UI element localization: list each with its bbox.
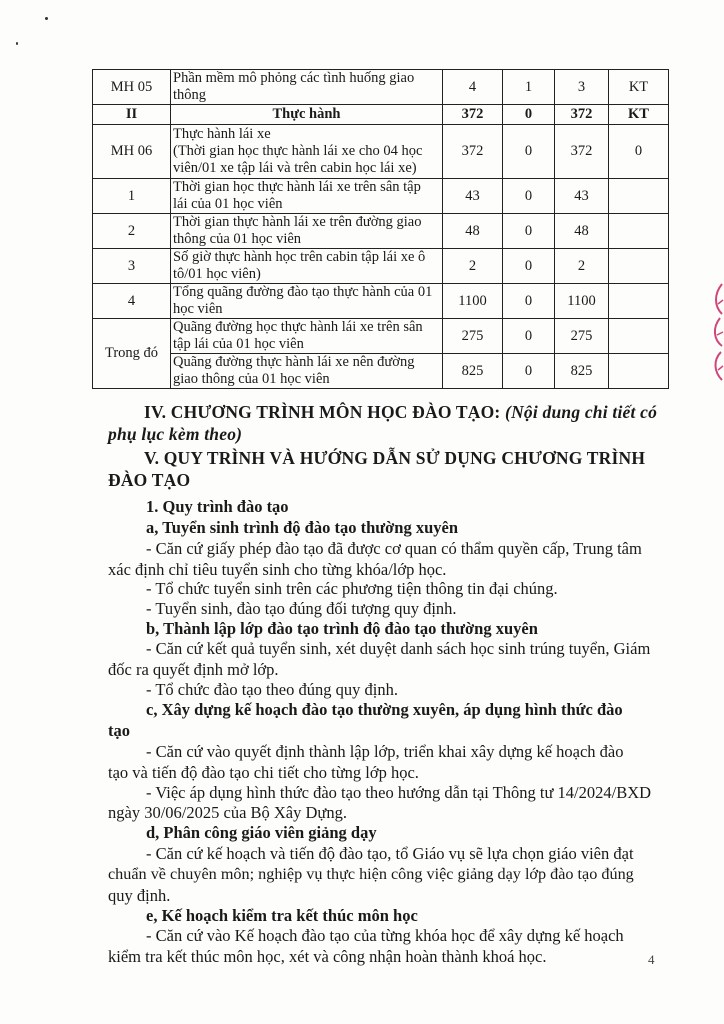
row-description-cell: [171, 354, 443, 389]
paragraph: đốc ra quyết định mở lớp.: [108, 660, 279, 679]
section-4-title: IV. CHƯƠNG TRÌNH MÔN HỌC ĐÀO TẠO: (Nội dung chi tiết có: [144, 402, 658, 422]
heading-c-cont: tạo: [108, 721, 130, 740]
table-row: [93, 125, 669, 179]
row-description-cell: [171, 284, 443, 319]
theory-hours-cell: 0: [503, 249, 555, 284]
row-code-cell: MH 05: [93, 70, 171, 105]
paragraph: - Căn cứ vào Kế hoạch đào tạo của từng khóa học để xây dựng kế hoạch: [146, 926, 624, 945]
theory-hours-cell: 0: [503, 105, 555, 125]
paragraph: ngày 30/06/2025 của Bộ Xây Dựng.: [108, 803, 347, 822]
practice-hours-cell: 372: [555, 125, 609, 179]
training-hours-table: [92, 69, 669, 389]
row-code-cell: II: [93, 105, 171, 125]
assessment-cell: [609, 214, 669, 249]
paragraph: - Căn cứ kế hoạch và tiến độ đào tạo, tổ Giáo vụ sẽ lựa chọn giáo viên đạt: [146, 844, 634, 863]
total-hours-cell: 2: [443, 249, 503, 284]
row-description-cell: [171, 125, 443, 179]
paragraph: tạo và tiến độ đào tạo chi tiết cho từng lớp học.: [108, 763, 419, 782]
description-line: tập lái của 01 học viên: [173, 336, 304, 352]
table-row: [93, 179, 669, 214]
paragraph: - Tuyển sinh, đào tạo đúng đối tượng quy định.: [146, 599, 457, 618]
assessment-cell: [609, 354, 669, 389]
row-code-cell: 1: [93, 179, 171, 214]
heading-a: a, Tuyển sinh trình độ đào tạo thường xuyên: [146, 518, 459, 537]
theory-hours-cell: 0: [503, 179, 555, 214]
theory-hours-cell: 0: [503, 214, 555, 249]
assessment-cell: [609, 249, 669, 284]
total-hours-cell: 825: [443, 354, 503, 389]
page-number: 4: [648, 952, 655, 967]
description-line: thông: [173, 87, 207, 103]
description-line: viên/01 xe tập lái và trên cabin học lái xe): [173, 160, 417, 176]
row-code-cell: 3: [93, 249, 171, 284]
table-row: [93, 319, 669, 354]
row-description-cell: [171, 70, 443, 105]
total-hours-cell: 48: [443, 214, 503, 249]
practice-hours-cell: 48: [555, 214, 609, 249]
paragraph: - Căn cứ giấy phép đào tạo đã được cơ quan có thẩm quyền cấp, Trung tâm: [146, 539, 642, 558]
section-5-title-cont: ĐÀO TẠO: [108, 470, 191, 490]
theory-hours-cell: 0: [503, 354, 555, 389]
description-line: Quãng đường thực hành lái xe nên đường: [173, 354, 415, 370]
row-description-cell: [171, 249, 443, 284]
practice-hours-cell: 3: [555, 70, 609, 105]
paragraph: kiểm tra kết thúc môn học, xét và công nhận hoàn thành khoá học.: [108, 947, 547, 966]
paragraph: - Tổ chức tuyển sinh trên các phương tiện thông tin đại chúng.: [146, 579, 558, 598]
description-line: Thời gian học thực hành lái xe trên sân tập: [173, 179, 421, 195]
description-line: thông của 01 học viên: [173, 231, 302, 247]
row-description-cell: [171, 214, 443, 249]
description-line: Phần mềm mô phỏng các tình huống giao: [173, 70, 415, 86]
section-4-note: phụ lục kèm theo): [108, 424, 243, 444]
total-hours-cell: 4: [443, 70, 503, 105]
practice-hours-cell: 2: [555, 249, 609, 284]
theory-hours-cell: 0: [503, 284, 555, 319]
description-line: học viên: [173, 301, 223, 317]
paragraph: xác định chỉ tiêu tuyển sinh cho từng khóa/lớp học.: [108, 560, 447, 579]
description-line: lái của 01 học viên: [173, 196, 283, 212]
table-row: [93, 70, 669, 105]
assessment-cell: 0: [609, 125, 669, 179]
heading-e: e, Kế hoạch kiểm tra kết thúc môn học: [146, 906, 418, 925]
practice-hours-cell: 43: [555, 179, 609, 214]
section-5-title: V. QUY TRÌNH VÀ HƯỚNG DẪN SỬ DỤNG CHƯƠNG TRÌNH: [144, 448, 646, 468]
row-description-cell: [171, 179, 443, 214]
assessment-cell: [609, 319, 669, 354]
row-code-cell: MH 06: [93, 125, 171, 179]
description-line: Thực hành: [272, 106, 341, 122]
table-row: [93, 214, 669, 249]
practice-hours-cell: 1100: [555, 284, 609, 319]
paragraph: - Việc áp dụng hình thức đào tạo theo hướng dẫn tại Thông tư 14/2024/BXD: [146, 783, 652, 802]
table-row: [93, 249, 669, 284]
paragraph: - Tổ chức đào tạo theo đúng quy định.: [146, 680, 398, 699]
theory-hours-cell: 0: [503, 319, 555, 354]
row-description-cell: [171, 319, 443, 354]
description-line: Số giờ thực hành học trên cabin tập lái xe ô: [173, 249, 426, 265]
table-row: [93, 105, 669, 125]
row-description-cell: [171, 105, 443, 125]
description-line: Thời gian thực hành lái xe trên đường giao: [173, 214, 422, 230]
practice-hours-cell: 275: [555, 319, 609, 354]
description-line: Tổng quãng đường đào tạo thực hành của 01: [173, 284, 433, 300]
paragraph: chuẩn về chuyên môn; nghiệp vụ thực hiện công việc giảng dạy lớp đào tạo đúng: [108, 865, 634, 883]
table-row: [93, 354, 669, 389]
row-code-cell: 2: [93, 214, 171, 249]
heading-d: d, Phân công giáo viên giảng dạy: [146, 823, 377, 842]
total-hours-cell: 372: [443, 105, 503, 125]
description-line: (Thời gian học thực hành lái xe cho 04 học: [173, 143, 423, 159]
paragraph: - Căn cứ vào quyết định thành lập lớp, triển khai xây dựng kế hoạch đào: [146, 742, 624, 761]
total-hours-cell: 43: [443, 179, 503, 214]
assessment-cell: [609, 179, 669, 214]
assessment-cell: KT: [609, 70, 669, 105]
heading-c: c, Xây dựng kế hoạch đào tạo thường xuyên, áp dụng hình thức đào: [146, 700, 623, 719]
assessment-cell: KT: [609, 105, 669, 125]
assessment-cell: [609, 284, 669, 319]
total-hours-cell: 372: [443, 125, 503, 179]
description-line: tô/01 học viên): [173, 266, 261, 282]
row-code-cell: 4: [93, 284, 171, 319]
total-hours-cell: 1100: [443, 284, 503, 319]
theory-hours-cell: 1: [503, 70, 555, 105]
paragraph: quy định.: [108, 886, 171, 905]
description-line: Thực hành lái xe: [173, 126, 271, 142]
heading-b: b, Thành lập lớp đào tạo trình độ đào tạo thường xuyên: [146, 619, 538, 638]
total-hours-cell: 275: [443, 319, 503, 354]
practice-hours-cell: 372: [555, 105, 609, 125]
heading-1: 1. Quy trình đào tạo: [146, 497, 289, 516]
description-line: Quãng đường học thực hành lái xe trên sân: [173, 319, 423, 335]
seal-stamp-edge: [710, 280, 724, 390]
practice-hours-cell: 825: [555, 354, 609, 389]
table-row: [93, 284, 669, 319]
row-code-cell: Trong đó: [93, 319, 171, 389]
paragraph: - Căn cứ kết quả tuyển sinh, xét duyệt danh sách học sinh trúng tuyển, Giám: [146, 639, 651, 658]
scan-speck: [45, 17, 48, 20]
scan-speck: [16, 42, 18, 45]
description-line: giao thông của 01 học viên: [173, 371, 330, 387]
theory-hours-cell: 0: [503, 125, 555, 179]
